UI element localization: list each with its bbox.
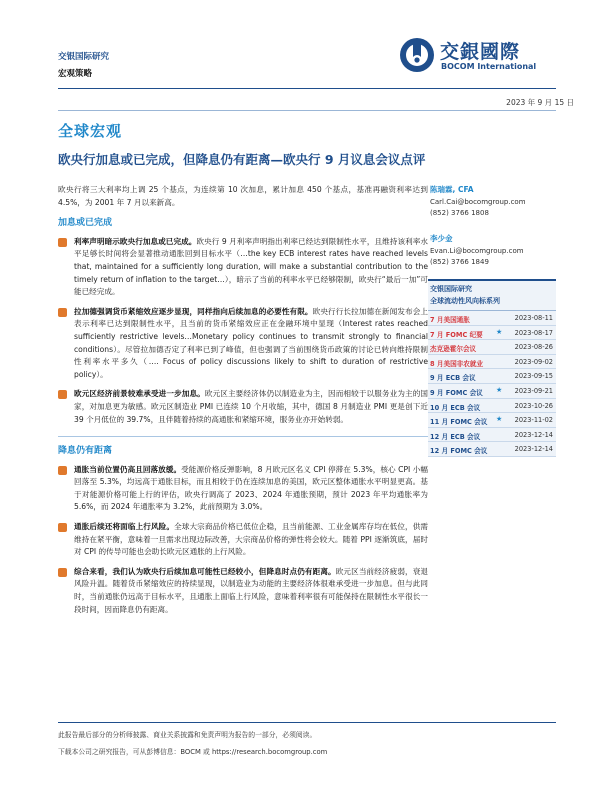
star-icon: ★ <box>496 327 503 336</box>
related-report-row[interactable] <box>428 311 556 326</box>
related-report-title: 7 月美国通胀 <box>430 316 470 324</box>
disclaimer-line-2[interactable]: 下载本公司之研究报告，可从彭博信息：BOCM 或 https://research.bocomgroup.com <box>58 748 328 756</box>
star-icon: ★ <box>496 385 503 394</box>
section-heading-1: 加息或已完成 <box>58 218 113 229</box>
bullet-icon <box>58 390 67 399</box>
date-divider <box>58 110 556 111</box>
item-text: 受能源价格反弹影响，8 月欧元区名义 CPI 停滞在 5.3%，核心 CPI 小幅回落至 5.3%，均远高于通胀目标，而且相较于仍在连续加息的美国，欧元区整体通胀水平明显更高。基于对能源价格可能上行的评估，欧央行调高了 2023、2024 年通胀预期，预计 2023 年平均通胀率为 5.6%，而 2024 年通胀率为 3.2%，此前预期为 3.0%。 <box>74 464 428 512</box>
related-report-row[interactable] <box>428 413 556 428</box>
list-item <box>58 464 428 514</box>
item-text: 欧央行行长拉加德在新闻发布会上表示利率已达到限制性水平，且当前的货币紧缩效应正在金融环境中显现（Interest rates reached sufficiently restrictive levels…Monetary policy continues to transmit strongly to financial conditions）。尽管拉加德否定了利率已到了峰值，但也强调了当前围绕货币政策的讨论已转向维持限制性利率水平多久（…. Focus of policy discussions likely to shift to duration of restrictive policy）。 <box>74 306 429 379</box>
related-report-date: 2023-09-21 <box>514 386 553 395</box>
related-report-row[interactable] <box>428 442 556 457</box>
logo-chinese-text: 交銀國際 <box>440 41 521 63</box>
bullet-icon <box>58 466 67 475</box>
list-item <box>58 236 428 299</box>
company-logo <box>398 36 568 76</box>
related-header: 交银国际研究 <box>430 285 472 293</box>
item-text: 欧央行 9 月利率声明指出利率已经达到限制性水平，且维持该利率水平足够长时间将会显著推动通胀回到目标水平（…the key ECB interest rates have reached levels that, maintained for a sufficiently long duration, will make a substantial contribution to the timely return of inflation to the target…），暗示了当前的利率水平已经够限制，欧央行“最后一加”可能已经完成。 <box>74 236 429 297</box>
item-lead: 利率声明暗示欧央行加息或已完成。 <box>74 236 197 246</box>
related-report-title: 11 月 FOMC 会议 <box>430 418 488 427</box>
related-report-date: 2023-11-02 <box>514 416 553 425</box>
related-report-row[interactable] <box>428 355 556 370</box>
section-heading-2: 降息仍有距离 <box>58 436 428 458</box>
list-item <box>58 521 428 559</box>
related-report-row[interactable] <box>428 340 556 355</box>
bullet-icon <box>58 238 67 247</box>
analyst-card: 陈瑞霖, CFA Carl.Cai@bocomgroup.com (852) 3766 1808 <box>430 184 556 219</box>
bocom-logo-icon <box>398 36 436 74</box>
related-report-row[interactable] <box>428 369 556 384</box>
list-item <box>58 566 428 616</box>
analyst-phone: (852) 3766 1808 <box>430 209 489 217</box>
report-title: 欧央行加息或已完成，但降息仍有距离—欧央行 9 月议息会议点评 <box>58 152 426 167</box>
report-type: 全球宏观 <box>58 122 123 140</box>
logo-english-text: BOCOM International <box>441 62 537 71</box>
analyst-title: CFA <box>457 185 474 194</box>
related-report-title: 12 月 FOMC 会议 <box>430 447 488 456</box>
list-item <box>58 306 428 382</box>
related-series: 全球流动性风向标系列 <box>428 296 556 311</box>
item-text: 全球大宗商品价格已低位企稳，且当前能源、工业金属库存均在低位，供需维持在紧平衡，意味着一旦需求出现边际改善，大宗商品价格的弹性将会较大。随着 PPI 逐渐筑底，届时对 CPI 的传导可能也会助长欧元区通胀的上行风险。 <box>74 522 429 557</box>
related-report-date: 2023-08-17 <box>514 328 553 337</box>
bullet-icon <box>58 308 67 317</box>
related-report-title: 9 月 ECB 会议 <box>430 374 476 383</box>
category-label: 宏观策略 <box>58 69 93 79</box>
disclaimer-line-1: 此报告最后部分的分析师披露、商业关系披露和免责声明为报告的一部分，必须阅读。 <box>58 731 317 739</box>
header-divider <box>58 88 556 89</box>
item-text: 欧元区当前经济疲弱，衰退风险升温。随着货币紧缩效应的持续显现，以制造业为动能的主要经济体很难承受进一步加息。但与此同时，当前通胀仍远高于目标水平，且通胀上面临上行风险，意味着利率很有可能保持在限制性水平很长一段时间，因而降息仍有距离。 <box>74 566 429 614</box>
brand-label: 交银国际研究 <box>58 52 110 62</box>
related-report-date: 2023-09-15 <box>514 372 553 381</box>
analyst-email[interactable]: Evan.Li@bocomgroup.com <box>430 247 524 255</box>
disclaimer <box>58 727 556 761</box>
related-reports-table <box>428 279 556 457</box>
related-report-date: 2023-08-26 <box>514 343 553 352</box>
report-header <box>58 50 109 79</box>
report-date: 2023 年 9 月 15 日 <box>506 98 574 107</box>
item-lead: 综合来看，我们认为欧央行后续加息可能性已经较小，但降息时点仍有距离。 <box>74 566 336 576</box>
related-report-date: 2023-09-02 <box>514 357 553 366</box>
analyst-name: 李少金 <box>430 234 453 243</box>
related-report-title: 杰克逊霍尔会议 <box>430 345 477 354</box>
item-lead: 通胀当前位置仍高且回落放缓。 <box>74 464 182 474</box>
item-lead: 通胀后续还将面临上行风险。 <box>74 522 175 532</box>
related-report-title: 10 月 ECB 会议 <box>430 403 481 412</box>
related-report-title: 7 月 FOMC 纪要 <box>430 330 483 339</box>
analyst-card <box>430 233 556 268</box>
related-report-title: 12 月 ECB 会议 <box>430 432 481 441</box>
bullet-icon <box>58 568 67 577</box>
star-icon: ★ <box>496 415 503 424</box>
related-report-date: 2023-10-26 <box>514 401 553 410</box>
related-report-title: 8 月美国非农就业 <box>430 359 484 368</box>
footer-divider <box>58 722 556 723</box>
related-report-title: 9 月 FOMC 会议 <box>430 388 483 397</box>
analyst-panel <box>430 184 556 282</box>
related-report-row[interactable] <box>428 326 556 341</box>
list-item <box>58 388 428 426</box>
related-report-row[interactable] <box>428 384 556 399</box>
item-text: 欧元区主要经济体仍以制造业为主，因而相较于以服务业为主的国家，对加息更为敏感。欧元区制造业 PMI 已连续 10 个月收缩，其中，德国 8 月制造业 PMI 更是创下近 39 个月低位的 39.7%，且伴随着持续的高通胀和紧缩环境，服务业亦开始转弱。 <box>74 389 429 424</box>
related-report-date: 2023-12-14 <box>514 445 553 454</box>
analyst-name: 陈瑞霖 <box>430 185 453 194</box>
related-report-row[interactable] <box>428 399 556 414</box>
item-lead: 拉加德强调货币紧缩效应逐步显现，同样指向后续加息的必要性有限。 <box>74 306 313 316</box>
related-report-date: 2023-12-14 <box>514 430 553 439</box>
related-report-date: 2023-08-11 <box>514 314 553 322</box>
analyst-email[interactable]: Carl.Cai@bocomgroup.com <box>430 198 526 206</box>
related-report-row[interactable] <box>428 428 556 443</box>
item-lead: 欧元区经济前景较难承受进一步加息。 <box>74 389 205 399</box>
analyst-phone: (852) 3766 1849 <box>430 258 489 266</box>
bullet-icon <box>58 523 67 532</box>
summary-paragraph: 欧央行将三大利率均上调 25 个基点，为连续第 10 次加息，累计加息 450 个基点，基准再融资利率达到 4.5%，为 2001 年 7 月以来新高。 <box>58 185 428 207</box>
main-column <box>58 184 428 623</box>
